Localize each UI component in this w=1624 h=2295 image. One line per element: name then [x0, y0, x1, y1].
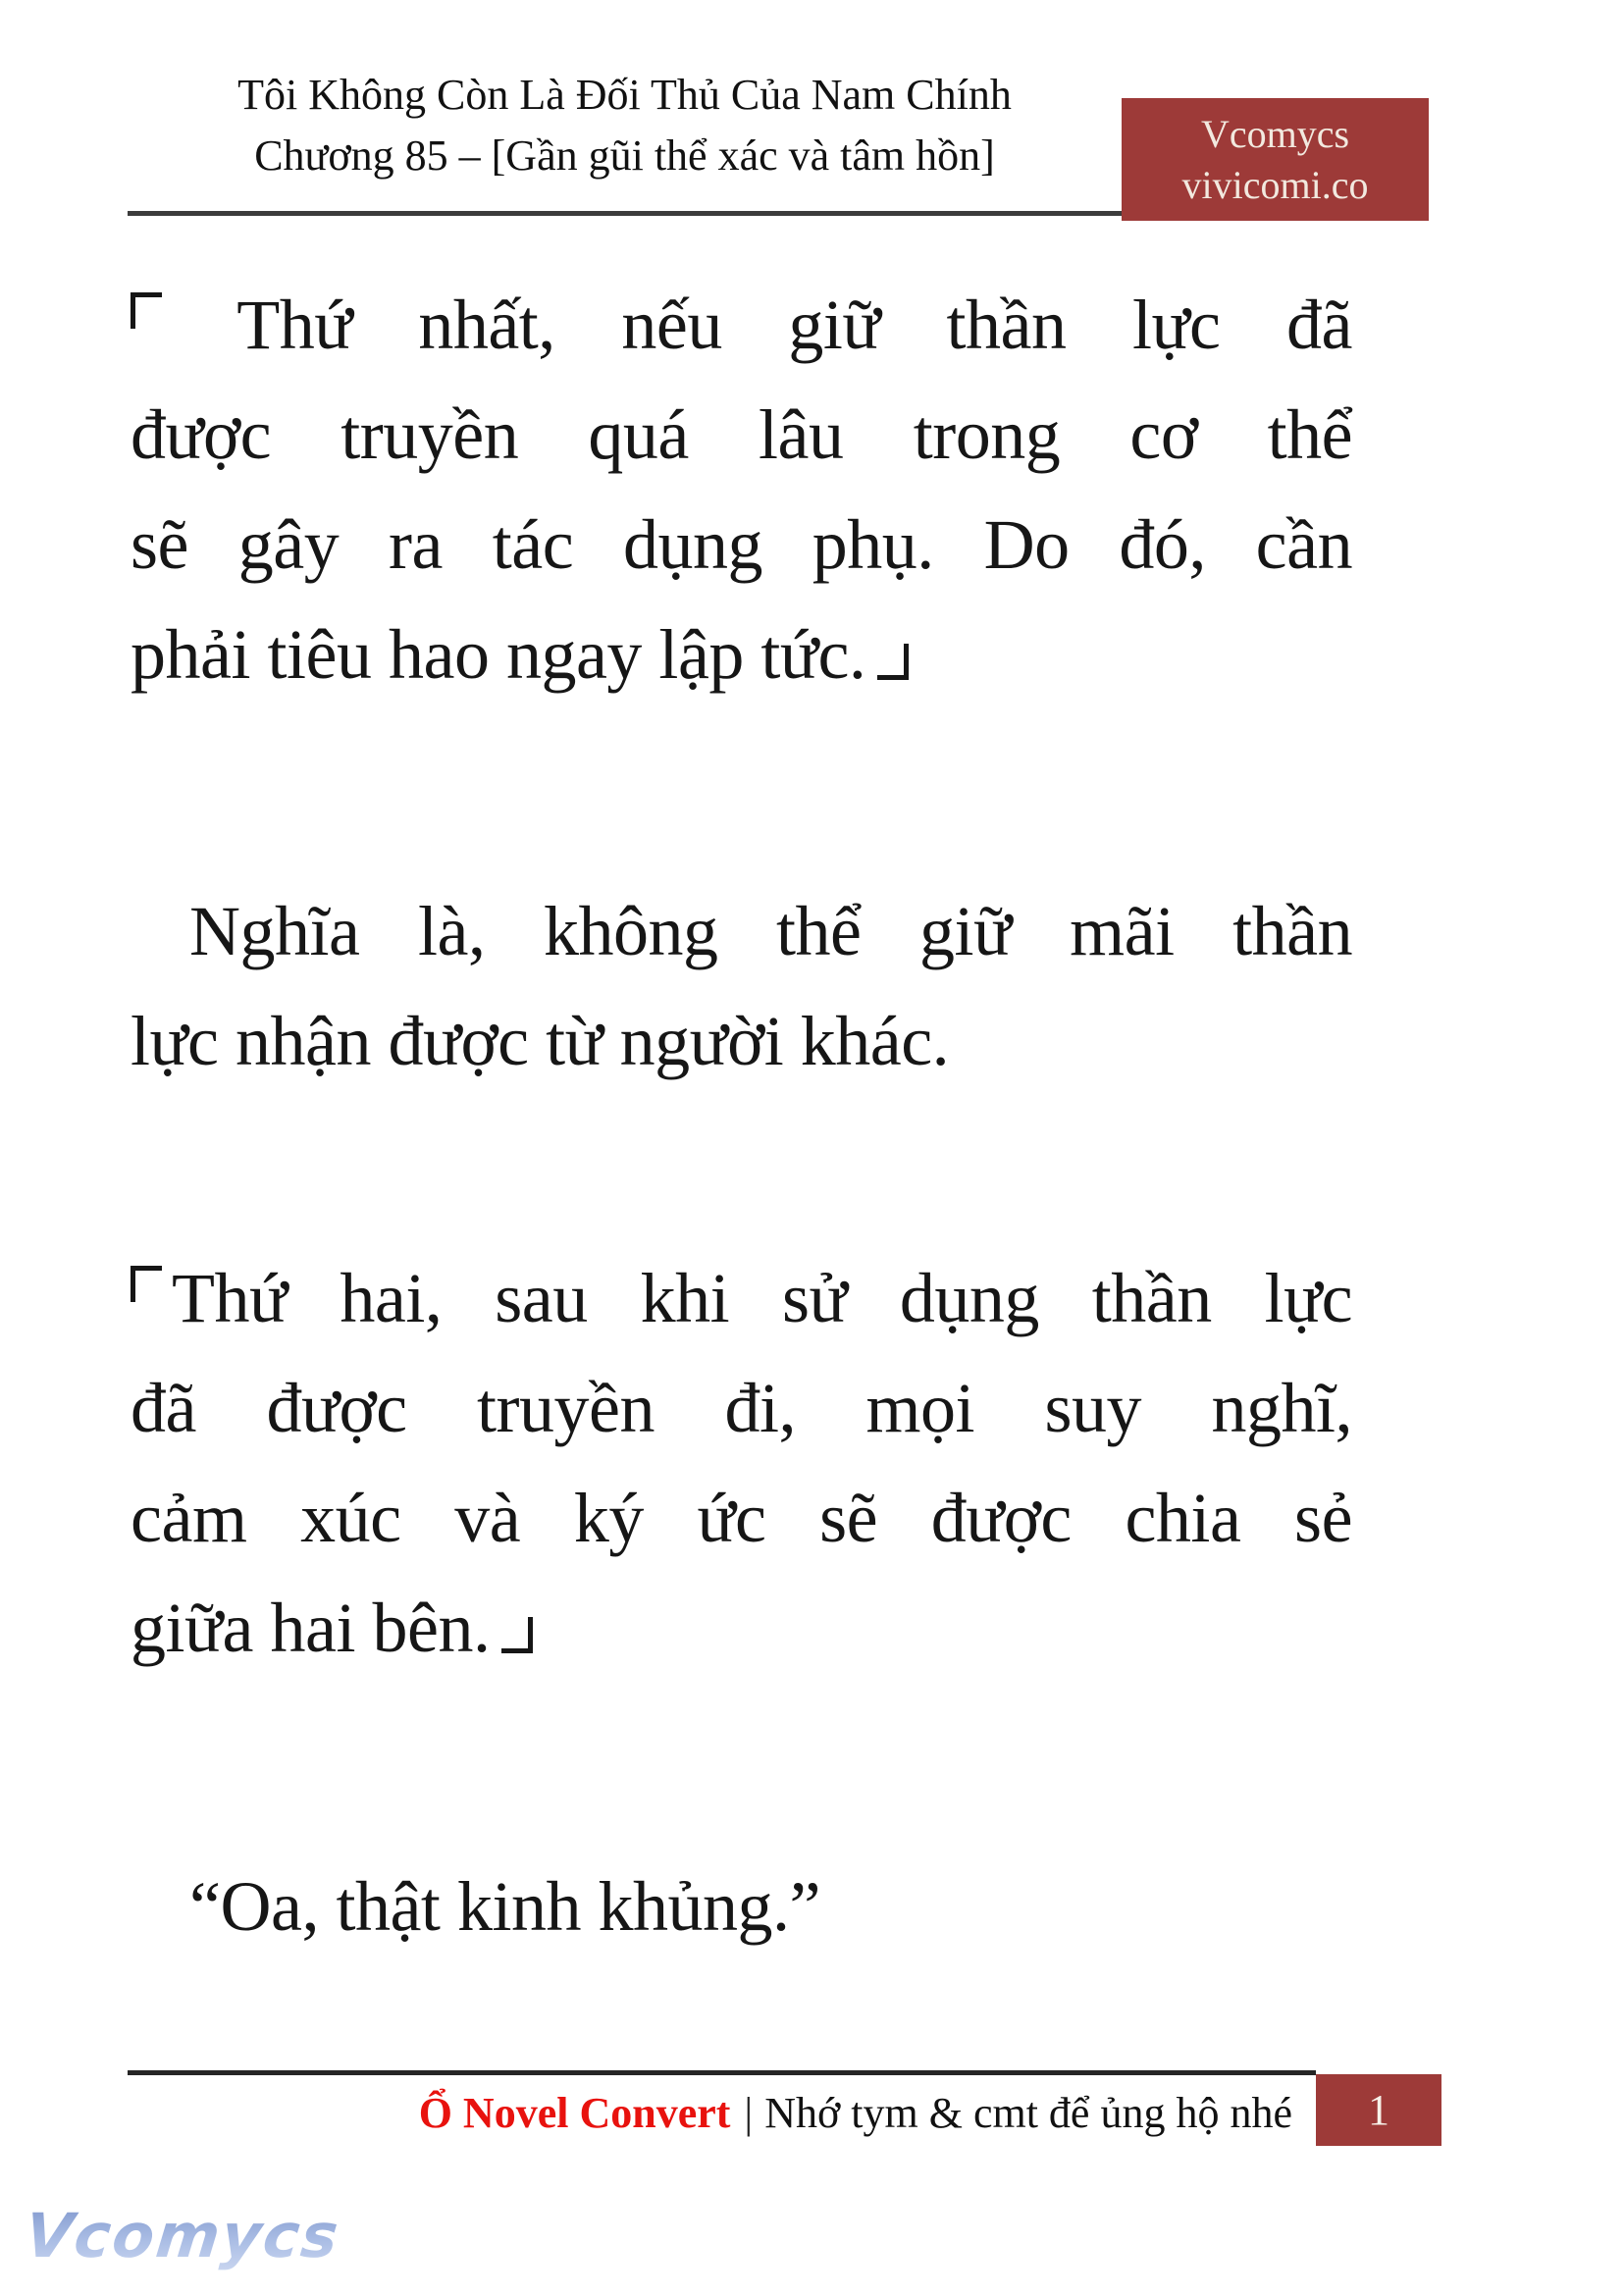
text-line: phải tiêu hao ngay lập tức. [131, 600, 1352, 709]
page-header [128, 65, 1122, 186]
header-divider [128, 211, 1122, 216]
chapter-subtitle: Chương 85 – [Gần gũi thể xác và tâm hồn] [254, 131, 995, 180]
page-footer [128, 2078, 1316, 2149]
text-line: sẽ gây ra tác dụng phụ. Do đó, cần [131, 505, 1353, 584]
vcomycs-watermark-logo: Vcomycs [22, 2200, 343, 2271]
paragraph [131, 1243, 1352, 1683]
text-line: giữa hai bên. [131, 1573, 1352, 1683]
text-line: được truyền quá lâu trong cơ thể [131, 395, 1353, 474]
footer-message: Nhớ tym & cmt để ủng hộ nhé [764, 2089, 1292, 2137]
corner-bracket-close-icon [501, 1617, 533, 1653]
corner-bracket-open-icon [131, 292, 162, 329]
page-number: 1 [1368, 2086, 1389, 2134]
paragraph [131, 1852, 1352, 1961]
text-line: Thứ hai, sau khi sử dụng thần lực [131, 1243, 1352, 1353]
brand-box [1122, 98, 1429, 221]
paragraph [131, 270, 1352, 709]
text-line: Nghĩa là, không thể giữ mãi thần [189, 892, 1353, 970]
footer-brand: Ổ Novel Convert [418, 2089, 731, 2137]
document-title: Tôi Không Còn Là Đối Thủ Của Nam Chính [237, 71, 1012, 119]
corner-bracket-open-icon [131, 1266, 162, 1302]
brand-name: Vcomycs [1200, 111, 1350, 156]
text-line: lực nhận được từ người khác. [131, 1002, 950, 1080]
footer-separator: | [744, 2089, 754, 2137]
page-number-badge [1316, 2074, 1441, 2146]
text-line: đã được truyền đi, mọi suy nghĩ, [131, 1369, 1353, 1447]
footer-divider [128, 2070, 1316, 2075]
paragraph [131, 876, 1352, 1096]
text-line: Thứ nhất, nếu giữ thần lực đã [131, 270, 1352, 380]
brand-site: vivicomi.co [1181, 162, 1369, 207]
corner-bracket-close-icon [877, 644, 909, 680]
text-line: cảm xúc và ký ức sẽ được chia sẻ [131, 1479, 1353, 1557]
body-text [131, 270, 1352, 2128]
text-line: “Oa, thật kinh khủng.” [189, 1867, 820, 1946]
